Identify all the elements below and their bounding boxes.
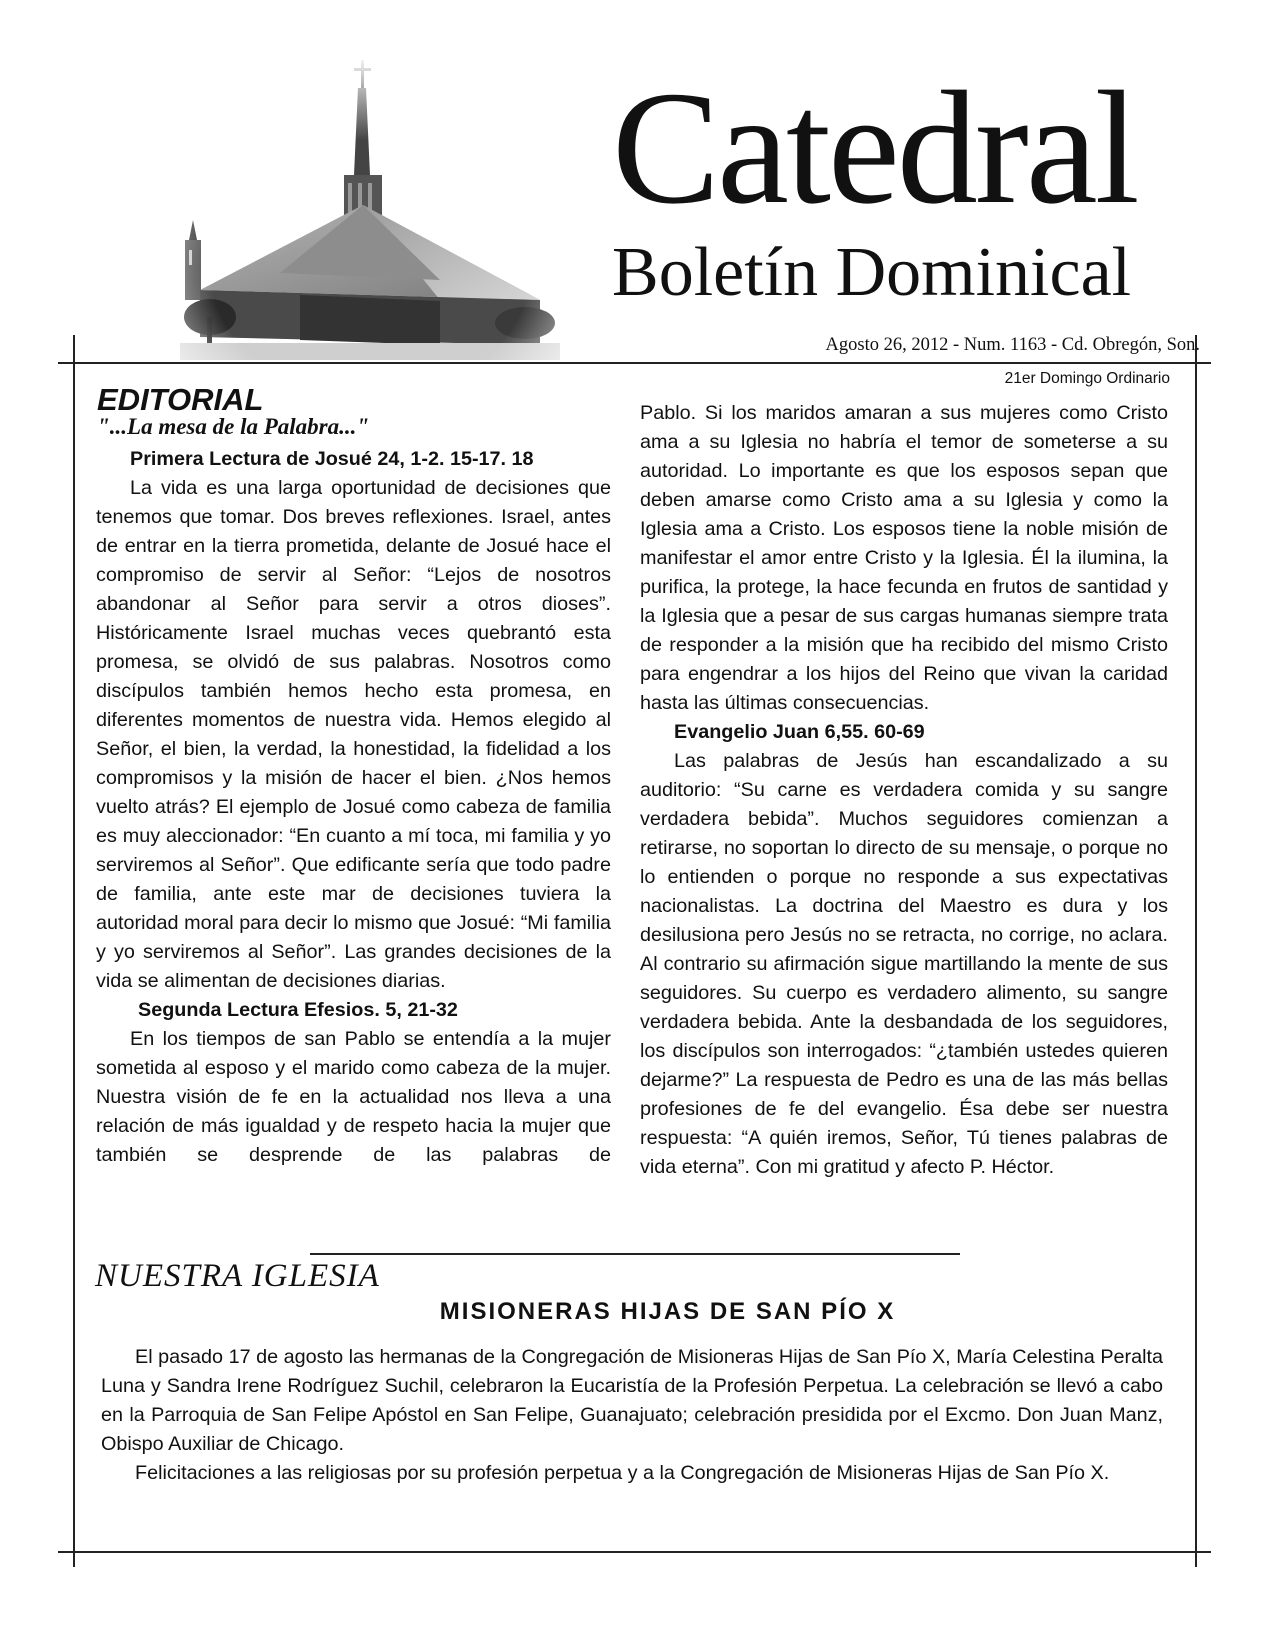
gospel-text: Las palabras de Jesús han escandalizado a su auditorio: “Su carne es verdadera comida y su sangre verdadera bebida”. Muchos seguidores comienzan a retirarse, no soportan lo directo de su mensaje, o porque no lo entienden o porque no responde a sus expectativas nacionalistas. La doctrina del Maestro es dura y los desilusiona pero Jesús no se retracta, no corrige, no aclara. Al contrario su afirmación sigue martillando la mente de sus seguidores. Su cuerpo es verdadero alimento, su sangre verdadera bebida. Ante la desbandada de los seguidores, los discípulos son interrogados: “¿también ustedes quieren dejarme?” La respuesta de Pedro es una de las más bellas profesiones de fe del evangelio. Ésa debe ser nuestra respuesta: “A quién iremos, Señor, Tú tienes palabras de vida eterna”. Con mi gratitud y afecto P. Héctor. xyxy=(640,750,1168,1178)
editorial-column-left xyxy=(96,445,611,1170)
editorial-column-right xyxy=(640,399,1168,1182)
article-paragraph-2: Felicitaciones a las religiosas por su profesión perpetua y a la Congregación de Misioneras Hijas de San Pío X. xyxy=(135,1462,1110,1484)
gospel-heading: Evangelio Juan 6,55. 60-69 xyxy=(674,721,925,743)
frame-left-rule xyxy=(73,335,75,1567)
article-paragraph-1: El pasado 17 de agosto las hermanas de la Congregación de Misioneras Hijas de San Pío X, María Celestina Peralta Luna y Sandra Irene Rodríguez Suchil, celebraron la Eucaristía de la Profesión Perpetua. La celebración se llevó a cabo en la Parroquia de San Felipe Apóstol en San Felipe, Guanajuato; celebración presidida por el Excmo. Don Juan Manz, Obispo Auxiliar de Chicago. xyxy=(101,1346,1163,1455)
masthead-title: Catedral xyxy=(612,59,1137,238)
editorial-title: EDITORIAL xyxy=(97,382,264,417)
first-reading-text: La vida es una larga oportunidad de decisiones que tenemos que tomar. Dos breves reflexiones. Israel, antes de entrar en la tierra prometida, delante de Josué hace el compromiso de servir al Señor: “Lejos de nosotros abandonar al Señor para servir a otros dioses”. Históricamente Israel muchas veces quebrantó esta promesa, se olvidó de sus palabras. Nosotros como discípulos también hemos hecho esta promesa, en diferentes momentos de nuestra vida. Hemos elegido al Señor, el bien, la verdad, la honestidad, la fidelidad a los compromisos y la misión de hacer el bien. ¿Nos hemos vuelto atrás? El ejemplo de Josué como cabeza de familia es muy aleccionador: “En cuanto a mí toca, mi familia y yo serviremos al Señor”. Que edificante sería que todo padre de familia, ante este mar de decisiones tuviera la autoridad moral para decir lo mismo que Josué: “Mi familia y yo serviremos al Señor”. Las grandes decisiones de la vida se alimentan de decisiones diarias. xyxy=(96,477,611,992)
liturgical-sunday: 21er Domingo Ordinario xyxy=(1004,370,1170,387)
first-reading-heading: Primera Lectura de Josué 24, 1-2. 15-17. 18 xyxy=(130,448,534,470)
section-title-nuestra-iglesia: NUESTRA IGLESIA xyxy=(95,1258,380,1294)
section-divider-rule xyxy=(310,1253,960,1255)
editorial-subtitle: "...La mesa de la Palabra..." xyxy=(97,414,370,439)
cathedral-illustration xyxy=(180,55,560,360)
footer-rule xyxy=(58,1551,1211,1553)
masthead-subtitle: Boletín Dominical xyxy=(612,234,1132,311)
frame-right-rule xyxy=(1195,335,1197,1567)
second-reading-text: En los tiempos de san Pablo se entendía a la mujer sometida al esposo y el marido como cabeza de la mujer. Nuestra visión de fe en la actualidad nos lleva a una relación de más igualdad y de respeto hacia la mujer que también se desprende de las palabras de xyxy=(96,1028,611,1166)
article-heading: MISIONERAS HIJAS DE SAN PÍO X xyxy=(439,1298,896,1325)
issue-line: Agosto 26, 2012 - Num. 1163 - Cd. Obregón, Son. xyxy=(825,335,1200,355)
header-divider-rule xyxy=(58,362,1211,364)
article-body xyxy=(101,1343,1163,1488)
second-reading-heading: Segunda Lectura Efesios. 5, 21-32 xyxy=(138,999,458,1021)
second-reading-continued: Pablo. Si los maridos amaran a sus mujeres como Cristo ama a su Iglesia no habría el temor de someterse a su autoridad. Lo importante es que los esposos sepan que deben amarse como Cristo ama a su Iglesia y como la Iglesia ama a Cristo. Los esposos tiene la noble misión de manifestar el amor entre Cristo y la Iglesia. Él la ilumina, la purifica, la protege, la hace fecunda en frutos de santidad y la Iglesia que a pesar de sus cargas humanas siempre trata de responder a la misión que ha recibido del mismo Cristo para engendrar a los hijos del Reino que vivan la caridad hasta las últimas consecuencias. xyxy=(640,402,1168,714)
